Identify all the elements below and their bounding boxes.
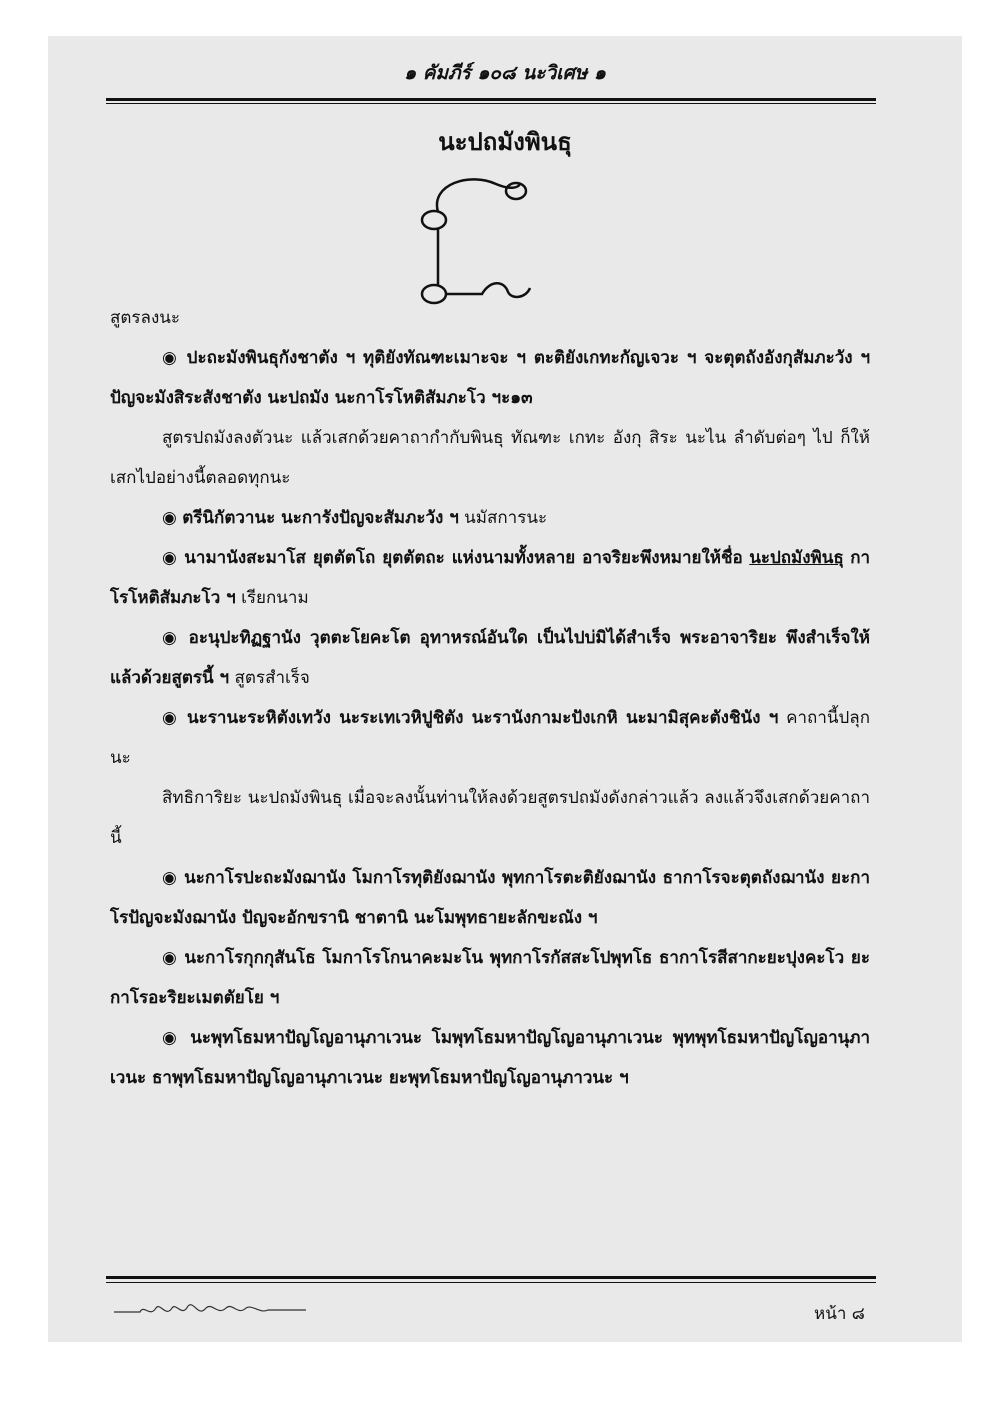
bullet-icon: ◉ (162, 708, 180, 728)
paragraph: ◉ นะรานะระหิตังเทวัง นะระเทเวหิปูชิตัง นะรานังกามะปังเกหิ นะมามิสุคะตังชินัง ฯ คาถานี้ปลุกนะ (110, 708, 871, 768)
bullet-icon: ◉ (162, 548, 178, 568)
paragraph: สูตรปถมังลงตัวนะ แล้วเสกด้วยคาถากำกับพินธุ ทัณฑะ เกทะ อังกุ สิระ นะไน ลำดับต่อๆ ไป ก็ให้เสกไปอย่างนี้ตลอดทุกนะ (110, 428, 870, 488)
bullet-icon: ◉ (162, 348, 179, 368)
page-title: นะปถมังพินธุ (438, 127, 572, 156)
paragraph: ◉ ปะถะมังพินธุกังชาตัง ฯ ทุติยังทัณฑะเมาะจะ ฯ ตะติยังเกทะกัญเจวะ ฯ จะตุตถังอังกุสัมภะวัง ฯ ปัญจะมังสิระสังชาตัง นะปถมัง นะกาโรโหติสัมภะโว ฯะ๑๓ (110, 348, 870, 408)
bullet-icon: ◉ (162, 628, 181, 648)
bullet-icon: ◉ (162, 948, 178, 968)
header-rule-thin (106, 103, 876, 104)
header-rule (106, 98, 876, 101)
page-number: หน้า ๘ (814, 1304, 865, 1324)
footer-rule-thin (106, 1282, 876, 1283)
bullet-icon: ◉ (162, 868, 178, 888)
footer-rule (106, 1276, 876, 1279)
section-label: สูตรลงนะ (110, 308, 181, 328)
bullet-icon: ◉ (162, 1028, 181, 1048)
yantra-na-symbol (410, 176, 540, 316)
paragraph: ◉ นะพุทโธมหาปัญโญอานุภาเวนะ โมพุทโธมหาปัญโญอานุภาเวนะ พุทพุทโธมหาปัญโญอานุภาเวนะ ธาพุทโธมหาปัญโญอานุภาเวนะ ยะพุทโธมหาปัญโญอานุภาวนะ ฯ (110, 1028, 871, 1088)
document-page (48, 36, 962, 1342)
paragraph: สิทธิการิยะ นะปถมังพินธุ เมื่อจะลงนั้นท่านให้ลงด้วยสูตรปถมังดังกล่าวแล้ว ลงแล้วจึงเสกด้วยคาถานี้ (110, 788, 870, 848)
running-header: ๑ คัมภีร์ ๑๐๘ นะวิเศษ ๑ (404, 62, 606, 84)
paragraph: ◉ นามานังสะมาโส ยุตตัตโถ ยุตตัตถะ แห่งนามทั้งหลาย อาจริยะพึงหมายให้ชื่อ นะปถมังพินธุ กาโรโหติสัมภะโว ฯ เรียกนาม (110, 548, 871, 608)
handwritten-signature (110, 1290, 310, 1330)
paragraph: ◉ นะกาโรปะถะมังฌานัง โมกาโรทุติยังฌานัง พุทกาโรตะติยังฌานัง ธากาโรจะตุตถังฌานัง ยะกาโรปัญจะมังฌานัง ปัญจะอักขรานิ ชาตานิ นะโมพุทธายะลักขะณัง ฯ (110, 868, 870, 928)
underlined-term: นะปถมังพินธุ (749, 548, 844, 568)
bullet-icon: ◉ (162, 508, 177, 528)
paragraph: ◉ ตรีนิกัตวานะ นะการังปัญจะสัมภะวัง ฯ นมัสการนะ (162, 508, 548, 528)
document-body (110, 298, 870, 1098)
paragraph: ◉ อะนุปะทิฏฐานัง วุตตะโยคะโต อุทาหรณ์อันใด เป็นไปบ่มิได้สำเร็จ พระอาจาริยะ พึงสำเร็จให้แล้วด้วยสูตรนี้ ฯ สูตรสำเร็จ (110, 628, 870, 688)
paragraph: ◉ นะกาโรกุกกุสันโธ โมกาโรโกนาคะมะโน พุทกาโรกัสสะโปพุทโธ ธากาโรสีสากะยะปุงคะโว ยะกาโรอะริยะเมตตัยโย ฯ (110, 948, 870, 1008)
